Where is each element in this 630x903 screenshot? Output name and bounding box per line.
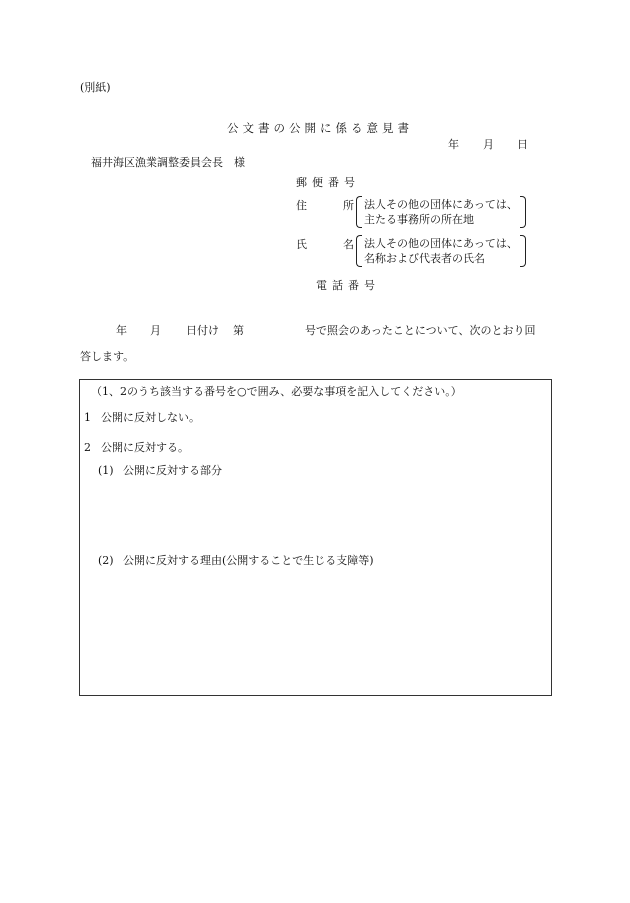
sub-item-2-number: (2) [98,554,114,567]
body-year: 年 [116,324,127,337]
option-2-number: 2 [84,441,91,454]
bracket-right [520,196,526,228]
body-month: 月 [150,324,161,337]
postal-code-label: 郵便番号 [296,176,360,189]
bracket-right [520,235,526,267]
address-note-line-1: 法人その他の団体にあっては、 [364,198,518,211]
sub-item-1-number: (1) [98,464,114,477]
phone-label: 電話番号 [316,279,380,292]
body-number-prefix: 第 [233,324,244,337]
address-label-2: 所 [343,199,354,212]
document-title: 公文書の公開に係る意見書 [227,121,413,135]
body-text: 号で照会のあったことについて、次のとおり回 [305,324,536,337]
option-1-number: 1 [84,411,91,424]
date-month: 月 [483,138,494,151]
addressee: 福井海区漁業調整委員会長 様 [91,156,245,169]
instruction-text: （1、2のうち該当する番号を○で囲み、必要な事項を記入してください。） [91,385,462,398]
address-label-1: 住 [296,199,307,212]
bracket-left [356,235,362,267]
bracket-left [356,196,362,228]
option-1-text: 公開に反対しない。 [101,411,200,424]
attachment-label: (別紙) [80,81,111,94]
option-2-text: 公開に反対する。 [101,441,189,454]
date-day: 日 [517,138,528,151]
sub-item-2-text: 公開に反対する理由(公開することで生じる支障等) [123,554,374,567]
name-label-2: 名 [343,238,354,251]
body-day-dated: 日付け [186,324,219,337]
name-note-line-1: 法人その他の団体にあっては、 [364,237,518,250]
address-note [356,196,526,228]
address-note-line-2: 主たる事務所の所在地 [364,213,474,226]
name-note-line-2: 名称および代表者の氏名 [364,252,485,265]
response-box [79,379,552,696]
name-label-1: 氏 [296,238,307,251]
sub-item-1-text: 公開に反対する部分 [123,464,222,477]
body-text-line-2: 答します。 [80,350,135,363]
date-year: 年 [448,138,459,151]
name-note [356,235,526,267]
